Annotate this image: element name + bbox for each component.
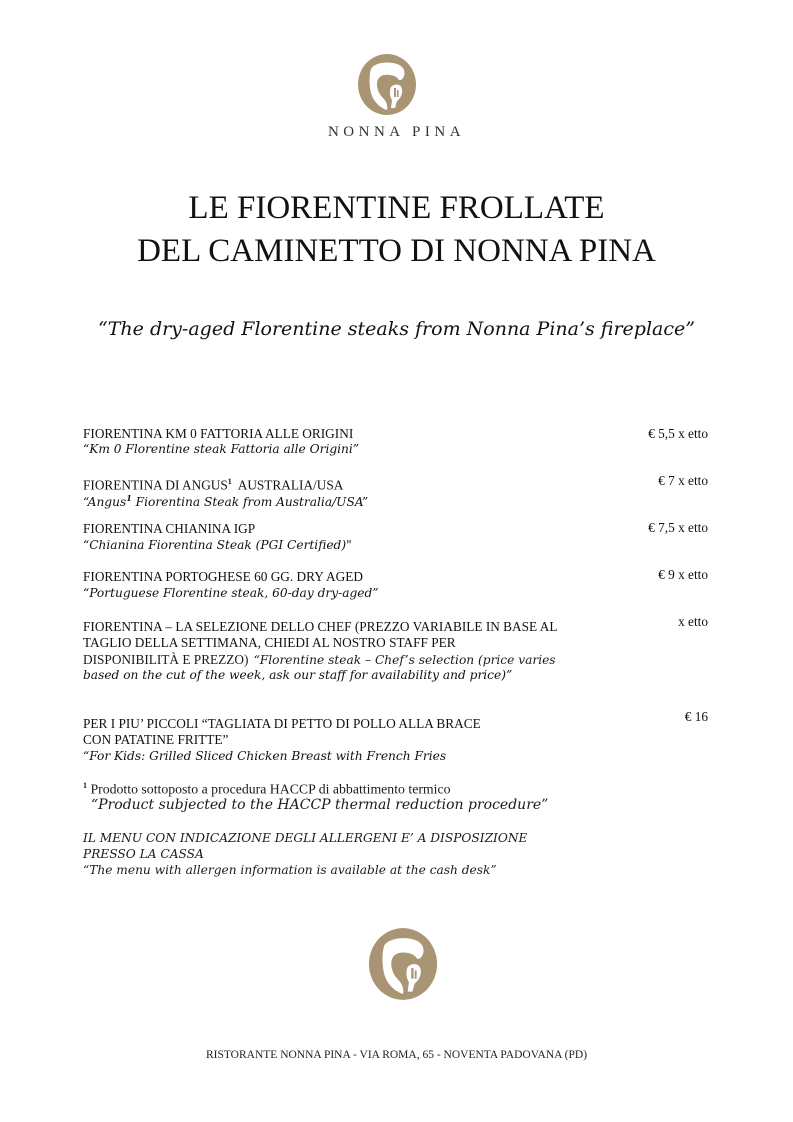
- menu-item-name: FIORENTINA CHIANINA IGP: [83, 521, 256, 536]
- menu-item-price: € 7,5 x etto: [648, 520, 708, 535]
- page-title-line2: DEL CAMINETTO DI NONNA PINA: [137, 233, 656, 269]
- allergen-note-line3: “The menu with allergen information is available at the cash desk”: [83, 863, 497, 877]
- page-subtitle: “The dry-aged Florentine steaks from Nonna Pina’s fireplace”: [98, 318, 695, 340]
- menu-item-price: x etto: [678, 614, 708, 629]
- menu-item-name: FIORENTINA – LA SELEZIONE DELLO CHEF (PREZZO VARIABILE IN BASE AL: [83, 619, 558, 634]
- menu-item-name: FIORENTINA DI ANGUS$^1$ AUSTRALIA/USA: [83, 477, 344, 493]
- menu-item-translation: “Km 0 Florentine steak Fattoria alle Origini”: [83, 442, 360, 456]
- allergen-note-line1: IL MENU CON INDICAZIONE DEGLI ALLERGENI E’ A DISPOSIZIONE: [83, 831, 528, 845]
- footnote-italian: $^1$ Prodotto sottoposto a procedura HACCP di abbattimento termico: [83, 781, 451, 797]
- menu-item-price: € 16: [684, 709, 708, 724]
- menu-item-translation: “For Kids: Grilled Sliced Chicken Breast with French Fries: [83, 749, 447, 763]
- footnote-english: “Product subjected to the HACCP thermal reduction procedure”: [91, 797, 549, 813]
- menu-item-name: PER I PIU’ PICCOLI “TAGLIATA DI PETTO DI POLLO ALLA BRACE: [83, 716, 481, 731]
- menu-item-translation: “Angus$^1$ Fiorentina Steak from Australia/USA”: [83, 493, 369, 510]
- menu-item-price: € 5,5 x etto: [648, 426, 708, 441]
- menu-item-name: FIORENTINA PORTOGHESE 60 GG. DRY AGED: [83, 569, 363, 584]
- menu-item-price: € 7 x etto: [658, 473, 708, 488]
- allergen-note-line2: PRESSO LA CASSA: [83, 847, 204, 861]
- menu-item-name: CON PATATINE FRITTE”: [83, 732, 229, 747]
- menu-item-name-and-translation: DISPONIBILITÀ E PREZZO) “Florentine steak – Chef’s selection (price varies: [83, 652, 556, 667]
- menu-item-translation: “Portuguese Florentine steak, 60-day dry-aged”: [83, 586, 379, 600]
- footer-address: RISTORANTE NONNA PINA - VIA ROMA, 65 - NOVENTA PADOVANA (PD): [205, 1049, 588, 1061]
- menu-item-name: TAGLIO DELLA SETTIMANA, CHIEDI AL NOSTRO STAFF PER: [83, 635, 456, 650]
- page-title-line1: LE FIORENTINE FROLLATE: [188, 190, 605, 226]
- menu-item-translation: based on the cut of the week, ask our staff for availability and price)”: [83, 668, 513, 682]
- menu-item-name: FIORENTINA KM 0 FATTORIA ALLE ORIGINI: [83, 426, 354, 441]
- nonna-pina-logo-icon: [357, 53, 417, 116]
- menu-item-translation: “Chianina Fiorentina Steak (PGI Certified)": [83, 538, 352, 552]
- nonna-pina-logo-icon: [367, 927, 439, 1001]
- menu-item-price: € 9 x etto: [658, 567, 708, 582]
- brand-name: NONNA PINA: [327, 124, 466, 140]
